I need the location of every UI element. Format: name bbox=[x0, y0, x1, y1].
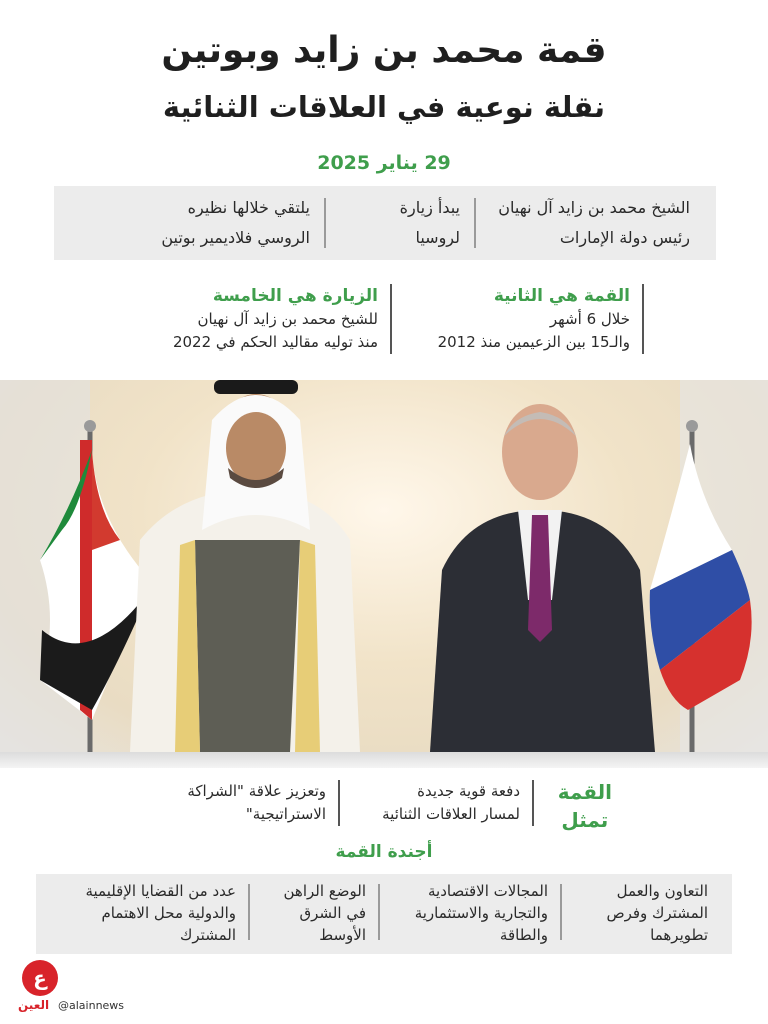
agenda-box bbox=[36, 874, 732, 954]
social-handle: @alainnews bbox=[58, 999, 125, 1012]
agenda-line: عدد من القضايا الإقليمية bbox=[85, 882, 236, 900]
page-subtitle: نقلة نوعية في العلاقات الثنائية bbox=[162, 90, 606, 124]
fact-line: للشيخ محمد بن زايد آل نهيان bbox=[197, 310, 378, 328]
info-column-visit bbox=[340, 193, 460, 253]
info-line: رئيس دولة الإمارات bbox=[559, 228, 690, 247]
info-line: الروسي فلاديمير بوتين bbox=[161, 228, 310, 247]
agenda-line: الأوسط bbox=[319, 926, 366, 944]
fact-line: منذ توليه مقاليد الحكم في 2022 bbox=[172, 333, 378, 351]
divider bbox=[560, 884, 562, 940]
agenda-line: في الشرق bbox=[299, 904, 366, 922]
summit-label-line: القمة bbox=[557, 780, 612, 804]
summit-point-partnership bbox=[187, 780, 340, 826]
info-line: لروسيا bbox=[415, 228, 460, 247]
visit-date: 29 يناير 2025 bbox=[317, 152, 451, 174]
leaders-photo bbox=[0, 380, 768, 752]
divider bbox=[378, 884, 380, 940]
agenda-item-regional-issues bbox=[60, 880, 236, 946]
agenda-line: والتجارية والاستثمارية bbox=[414, 904, 548, 922]
divider bbox=[248, 884, 250, 940]
agenda-line: الوضع الراهن bbox=[283, 882, 366, 900]
agenda-line: تطويرهما bbox=[650, 926, 708, 944]
page-title: قمة محمد بن زايد وبوتين bbox=[161, 30, 607, 71]
leader-left-figure bbox=[130, 380, 360, 752]
agenda-line: والدولية محل الاهتمام bbox=[101, 904, 236, 922]
agenda-item-middle-east bbox=[262, 880, 366, 946]
agenda-line: والطاقة bbox=[499, 926, 548, 944]
agenda-line: المشترك bbox=[180, 926, 236, 944]
info-column-leader bbox=[490, 193, 690, 253]
fact-fifth-visit bbox=[173, 284, 392, 354]
info-column-meeting bbox=[80, 193, 310, 253]
summit-point-line: الاستراتيجية" bbox=[245, 805, 326, 823]
agenda-title: أجندة القمة bbox=[335, 842, 433, 862]
summit-point-boost bbox=[382, 780, 534, 826]
fact-line: خلال 6 أشهر bbox=[549, 310, 630, 328]
summit-point-line: دفعة قوية جديدة bbox=[417, 782, 520, 800]
logo-text: العين bbox=[18, 998, 50, 1012]
fact-heading: القمة هي الثانية bbox=[493, 286, 630, 306]
agenda-line: التعاون والعمل bbox=[616, 882, 708, 900]
photo-illustration bbox=[0, 380, 768, 752]
info-line: يلتقي خلالها نظيره bbox=[187, 198, 310, 217]
agenda-item-cooperation bbox=[574, 880, 708, 946]
al-ain-logo-icon: ع bbox=[22, 960, 58, 996]
info-line: الشيخ محمد بن زايد آل نهيان bbox=[498, 198, 690, 217]
fact-heading: الزيارة هي الخامسة bbox=[212, 286, 378, 306]
fact-second-summit bbox=[438, 284, 644, 354]
agenda-line: المجالات الاقتصادية bbox=[428, 882, 548, 900]
summit-point-line: لمسار العلاقات الثنائية bbox=[382, 805, 520, 823]
summit-point-line: وتعزيز علاقة "الشراكة bbox=[187, 782, 326, 800]
leader-right-figure bbox=[430, 404, 655, 752]
summit-label-line: تمثل bbox=[561, 808, 609, 832]
agenda-line: المشترك وفرص bbox=[606, 904, 708, 922]
summit-label bbox=[558, 778, 612, 834]
photo-floor bbox=[0, 752, 768, 768]
agenda-item-economy bbox=[392, 880, 548, 946]
divider bbox=[474, 198, 476, 248]
info-box bbox=[54, 186, 716, 260]
divider bbox=[324, 198, 326, 248]
info-line: يبدأ زيارة bbox=[399, 198, 460, 217]
fact-line: والـ15 بين الزعيمين منذ 2012 bbox=[437, 333, 630, 351]
